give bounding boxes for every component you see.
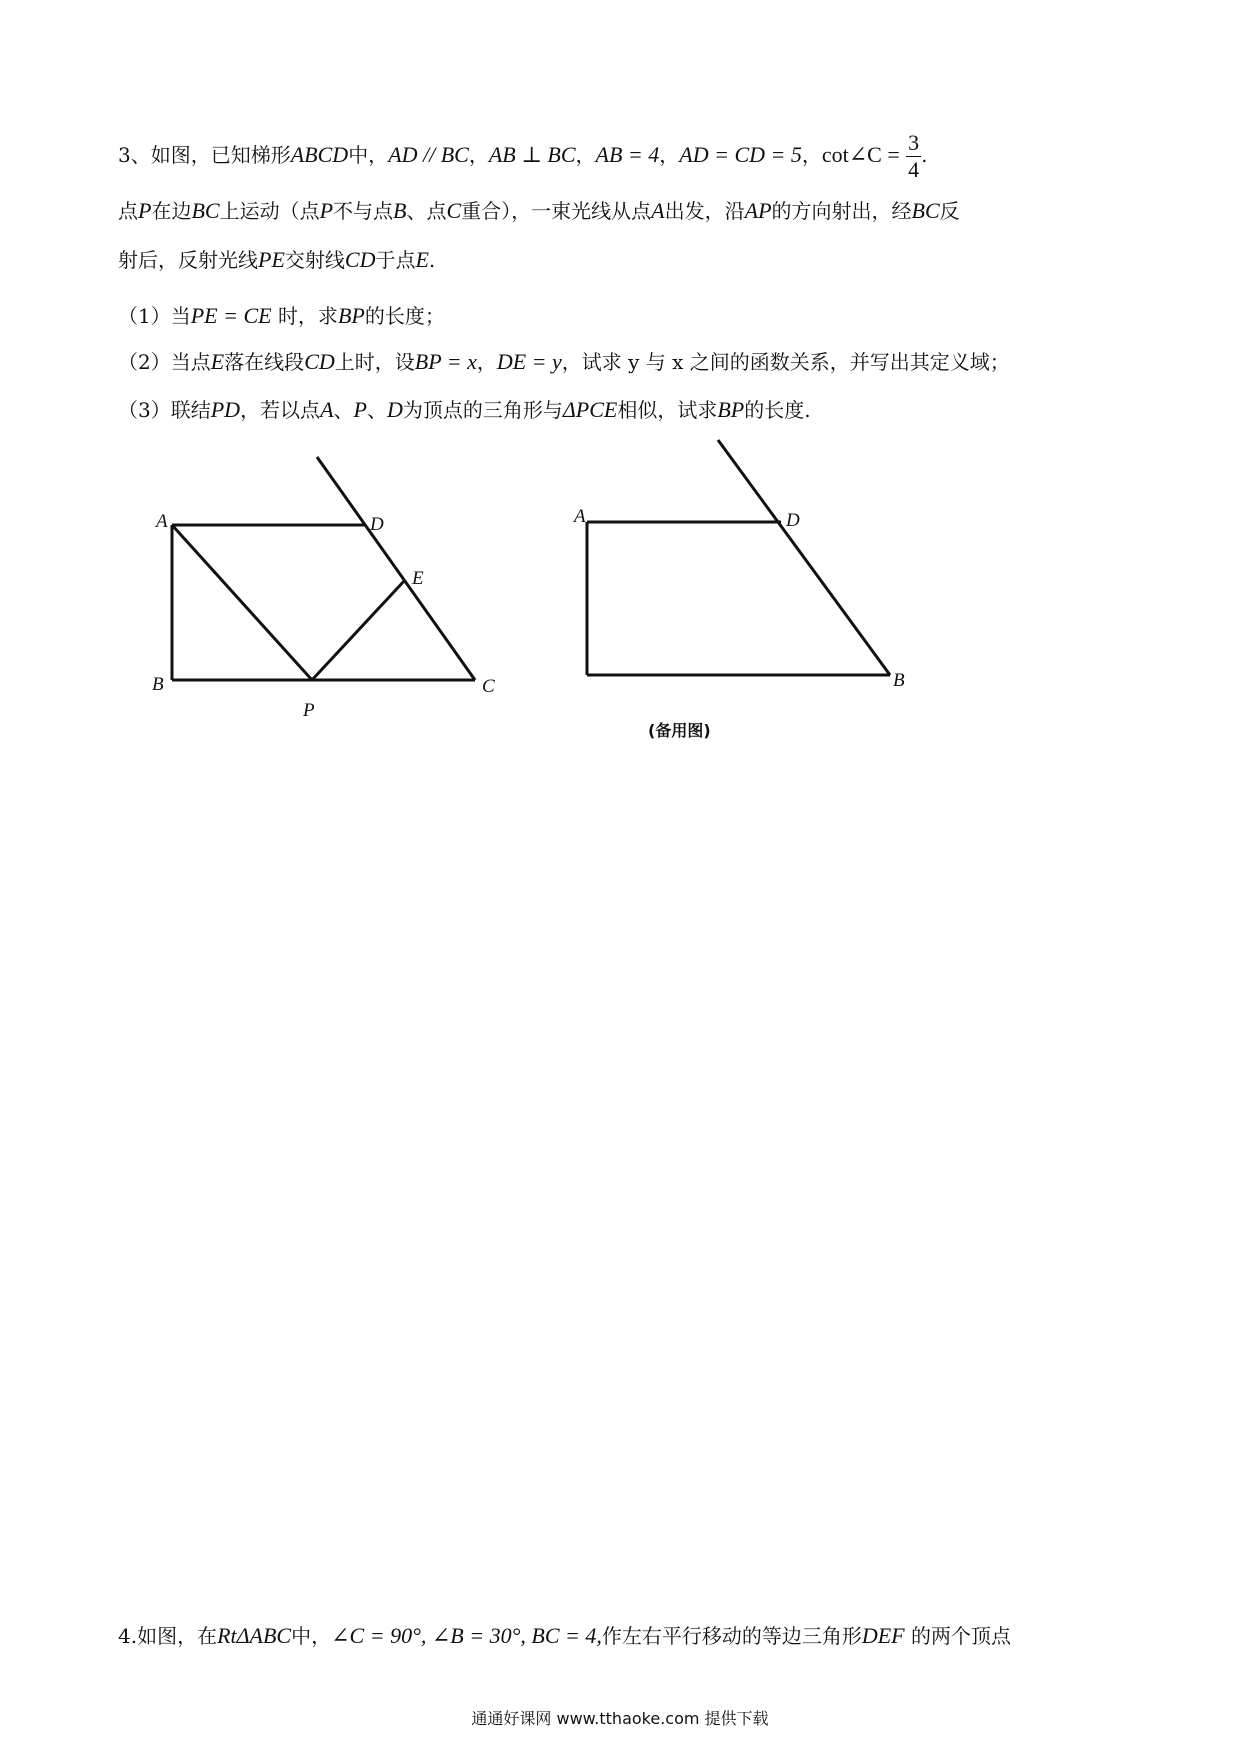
problem3-line3: 射后，反射光线PE交射线CD于点E.: [118, 247, 436, 272]
label-a-2: A: [574, 506, 586, 527]
figure-1-trapezoid: [152, 457, 495, 721]
label-c: C: [482, 676, 495, 697]
label-d-2: D: [786, 510, 800, 531]
problem3-line2: 点P在边BC上运动（点P不与点B、点C重合），一束光线从点A出发，沿AP的方向射出，经BC反: [118, 198, 960, 223]
geometry-figures: [0, 0, 1240, 760]
ray-cd: [317, 457, 475, 680]
problem3-line1: 3、如图，已知梯形ABCD中，AD // BC，AB ⊥ BC，AB = 4，AD = CD = 5，cot∠C = $\frac{3}{4}$ .: [118, 130, 928, 182]
label-b-2: B: [893, 670, 905, 691]
question-3: （3）联结PD，若以点A、P、D为顶点的三角形与ΔPCE相似，试求BP的长度.: [118, 397, 811, 422]
label-d: D: [370, 514, 384, 535]
page-footer: 通通好课网 www.tthaoke.com 提供下载: [471, 1709, 769, 1728]
backup-figure-caption: (备用图): [648, 721, 711, 740]
segment-pe: [312, 580, 405, 680]
segment-ap: [172, 525, 312, 680]
label-e: E: [412, 568, 424, 589]
label-b: B: [152, 674, 164, 695]
label-p: P: [303, 700, 315, 721]
label-a: A: [156, 511, 168, 532]
problem4-line1: 4.如图，在RtΔABC中，∠C = 90°, ∠B = 30°, BC = 4,作左右平行移动的等边三角形DEF 的两个顶点: [118, 1623, 1011, 1648]
cot-fraction: $\frac{3}{4}$: [908, 130, 920, 182]
question-1: （1）当PE = CE 时，求BP的长度；: [118, 303, 445, 328]
question-2: （2）当点E落在线段CD上时，设BP = x，DE = y，试求 y 与 x 之间的函数关系，并写出其定义域；: [118, 349, 1010, 374]
ray-slant-2: [718, 440, 890, 675]
figure-2-backup: [572, 440, 905, 691]
